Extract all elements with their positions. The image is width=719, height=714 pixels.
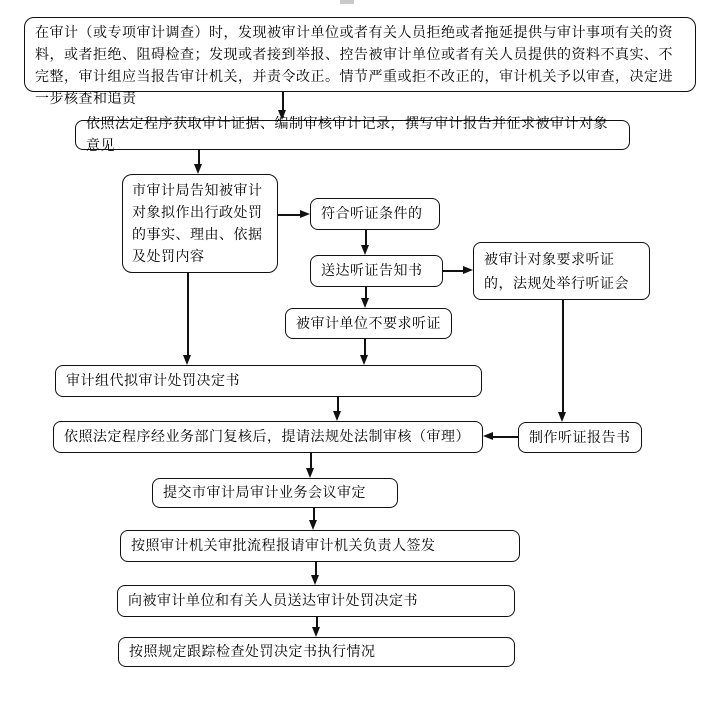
node-track-execution: 按照规定跟踪检查处罚决定书执行情况 [118,637,515,667]
node-deliver-hearing-notice: 送达听证告知书 [310,255,443,287]
node-obtain-evidence: 依照法定程序获取审计证据、编制审核审计记录，撰写审计报告并征求被审计对象意见 [75,120,630,150]
arrow-down-icon [558,412,566,422]
arrow-notify-to-conditions-line [278,214,302,216]
node-meets-hearing-conditions: 符合听证条件的 [310,198,440,230]
arrow-down-icon [183,355,191,365]
arrow-notice-to-hearing-line [443,270,465,272]
arrow-right-icon [463,266,473,274]
arrow-evidence-to-notify-line [198,150,200,165]
arrow-sign-to-deliver-line [315,562,317,576]
arrow-down-icon [306,468,314,478]
node-draft-penalty-decision: 审计组代拟审计处罚决定书 [55,365,482,397]
node-hearing-held: 被审计对象要求听证的，法规处举行听证会 [473,242,650,300]
arrow-down-icon [194,164,202,174]
arrow-down-icon [278,110,286,120]
arrow-left-icon [483,432,493,440]
arrow-down-icon [333,411,341,421]
arrow-right-icon [300,210,310,218]
arrow-down-icon [311,575,319,585]
node-no-hearing-requested: 被审计单位不要求听证 [285,308,452,339]
arrow-review-to-committee-line [310,453,312,469]
arrow-draft-to-review-line [337,397,339,412]
arrow-down-icon [312,627,320,637]
arrow-down-icon [361,245,369,255]
arrow-down-icon [361,298,369,308]
arrow-down-icon [360,355,368,365]
cropped-text-artifact [340,0,354,4]
node-deliver-penalty-decision: 向被审计单位和有关人员送达审计处罚决定书 [117,585,515,617]
arrow-down-icon [309,520,317,530]
arrow-hearing-to-report-line [562,300,564,413]
arrow-notify-to-draft-line [187,273,189,356]
node-make-hearing-report: 制作听证报告书 [518,422,642,453]
arrow-nohearing-to-draft-line [364,339,366,356]
node-notify-punishment: 市审计局告知被审计对象拟作出行政处罚的事实、理由、依据及处罚内容 [122,174,278,273]
arrow-report-to-review-line [493,436,518,438]
arrow-start-to-evidence-line [282,92,284,111]
node-start-condition: 在审计（或专项审计调查）时，发现被审计单位或者有关人员拒绝或者拖延提供与审计事项有关的资料，或者拒绝、阻碍检查；发现或者接到举报、控告被审计单位或者有关人员提供的资料不真实、不完整，审计组应当报告审计机关，并责令改正。情节严重或拒不改正的，审计机关予以审查，决定进一步核查和追责 [24,17,696,92]
node-committee-review: 提交市审计局审计业务会议审定 [152,478,398,508]
node-legal-review: 依照法定程序经业务部门复核后，提请法规处法制审核（审理） [53,421,483,453]
node-leader-sign-off: 按照审计机关审批流程报请审计机关负责人签发 [120,530,520,562]
arrow-conditions-to-notice-line [365,230,367,246]
